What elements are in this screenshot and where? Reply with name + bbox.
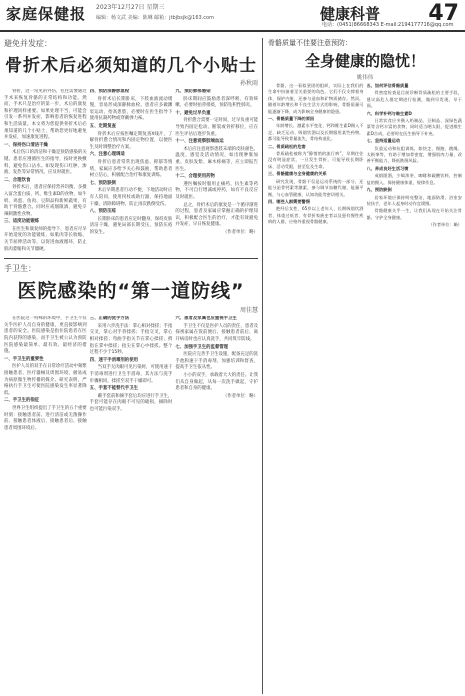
subheading: 二、合理饮食 xyxy=(4,177,31,183)
subheading: 十一、注意观察肢端血运 xyxy=(175,139,224,145)
subheading: 五、如何评估骨骼质量 xyxy=(366,83,409,88)
paragraph: 医护人员的双手在日常诊疗活动中频繁接触患者、医疗器械及周围环境，极易成为病原微生物传播的媒介。研究表明，严格执行手卫生可使医院感染发生率显著降低。 xyxy=(4,364,87,396)
paragraph: 年龄增长、激素水平变化、钙和维生素D摄入不足、缺乏运动、吸烟饮酒以及长期服用某些药物，都可能导致骨量流失，骨结构退化。 xyxy=(268,123,364,142)
subheading: 七、坚持适量运动 xyxy=(366,138,401,144)
paragraph: 医院应完善手卫生设施，配备充足的洗手池和速干手消毒剂，加强培训和督查，提高手卫生依从性。 xyxy=(175,352,259,371)
paragraph: 当双手无肉眼可见污染时，可使用速干手消毒剂进行卫生手消毒，其方法与洗手步骤相同，揉搓至双手干燥即可。 xyxy=(89,365,173,384)
subheading: 五、定期复查 xyxy=(89,123,117,129)
article-title: 医院感染的“第一道防线” xyxy=(17,280,245,303)
subheading: 一、骨骼质量下降的原因 xyxy=(268,116,315,122)
subheading: 八、预防压疮 xyxy=(89,209,117,215)
page-header xyxy=(0,0,465,32)
article-body-col xyxy=(268,83,364,230)
paragraph: 戴手套前和摘手套后均应进行手卫生，手套可能存在肉眼不可见的破损，摘除时也可能污染双手。 xyxy=(89,393,173,412)
paragraph: 骨折，这一常见的外伤，往往需要通过手术来恢复骨骼的正常结构和功能。然而，手术只是治疗的第一步，术后的康复和护理同样重要。如果处理不当，可能会引发一系列并发症，影响患者的恢复进程和生活质量。本文将为您提供骨折术后必须知道的几个小贴士，帮助您更好地避免并发症，加速康复进程。 xyxy=(4,89,87,141)
paragraph: 日常饮食应多摄入奶制品、豆制品、深绿色蔬菜等含钙丰富的食物，同时适当晒太阳，促进维生素D合成，必要时在医生指导下补充。 xyxy=(366,118,462,136)
subheading: 六、注意心理调适 xyxy=(89,152,125,158)
subheading: 三、骨骼健康与全身健康的关系 xyxy=(268,171,327,177)
paragraph: 在医生和康复师的指导下，患者应尽早开始适度的功能锻炼，如肌肉等长收缩、关节屈伸活动等，以促进血液循环，防止肌肉萎缩和关节僵硬。 xyxy=(4,226,87,252)
section-title-left: 家庭保健报 xyxy=(6,5,87,23)
subheading: 一、手卫生的重要性 xyxy=(4,356,44,362)
subheading: 四、预防深静脉血栓 xyxy=(89,89,130,94)
subheading: 九、预防肺部感染 xyxy=(175,89,211,94)
author-unit: （作者单位：略） xyxy=(222,393,259,399)
paragraph: 骨折术后长期卧床，下肢血液流动缓慢，容易形成深静脉血栓。患者应多做踝泵运动，抬高患肢，必要时在医生指导下使用抗凝药物或穿戴弹力袜。 xyxy=(89,96,173,122)
editor-contact: 编辑：杨文武 美编：陈琳 邮箱：jtbjbsjk@163.com xyxy=(96,15,214,21)
paragraph: 骨折后患者常常出现焦虑、抑郁等情绪，家属应多给予关心和鼓励，帮助患者树立信心，积极配合治疗和康复训练。 xyxy=(89,159,173,179)
author-unit: （作者单位：略） xyxy=(428,222,462,228)
paragraph: 骨骼健康关乎一生，让我们从现在开始关注骨骼，守护全身健康。 xyxy=(366,208,462,220)
subheading: 九、预防跌倒 xyxy=(366,187,392,193)
article-kicker: 避免并发症： xyxy=(4,39,52,48)
subheading: 十、避免过早负重 xyxy=(175,110,211,116)
section-title-right: 健康科普 xyxy=(320,5,381,23)
paragraph: 长期卧床的患者应定时翻身，保持皮肤清洁干燥，避免局部长期受压，预防压疮的发生。 xyxy=(89,216,173,235)
article-kicker: 手卫生： xyxy=(4,264,36,274)
subheading: 一、保持伤口清洁干燥 xyxy=(4,142,48,148)
issue-date: 2023年12月27日 星期三 xyxy=(96,4,165,11)
author-unit: （作者单位：略） xyxy=(222,229,259,235)
paragraph: 骨质疏松被称为“静悄悄的流行病”，早期往往没有明显症状，一旦发生骨折，可能导致长期卧床、活动受限，甚至危及生命。 xyxy=(268,151,364,169)
paragraph: 术后早期患者行动不便，下地活动时应有人陪同，使用拐杖或助行器，保持地面干燥，清除障碍物，防止再次跌倒受伤。 xyxy=(89,188,173,207)
paragraph: 卧床期间应鼓励患者深呼吸、有效咳嗽，必要时拍背排痰，预防坠积性肺炎。 xyxy=(175,96,259,109)
left-column xyxy=(4,36,258,433)
article-byline: 孙秋雨 xyxy=(239,80,258,87)
paragraph: 在医院这一特殊的环境中，手卫生不仅关乎医护人员自身的健康，更直接影响到患者的安全。医院感染是指住院患者在医院内获得的感染，而手卫生被公认为预防医院感染最简单、最有效、最经济的措施。 xyxy=(4,316,87,355)
paragraph: 遵医嘱按时服用止痛药、抗生素等药物，不可自行增减或停药，如有不良反应及时就医。 xyxy=(175,181,259,200)
paragraph: 小小的双手，承载着大大的责任。让我们从自身做起，从每一次洗手做起，守护患者和自身的健康。 xyxy=(175,373,259,392)
paragraph: 总之，骨折术后的康复是一个循序渐进的过程，患者及家属应掌握正确的护理知识，积极配合医生的治疗，才能有效避免并发症，早日恢复健康。 xyxy=(175,202,259,228)
subheading: 三、适度功能锻炼 xyxy=(4,219,40,225)
article-body-col xyxy=(4,89,87,254)
paragraph: 骨折术后，患者应保持营养均衡，多摄入富含蛋白质、钙、维生素D的食物，如牛奶、鸡蛋、鱼肉、豆制品和新鲜蔬果，有助于骨骼愈合。同时应戒烟限酒，避免辛辣刺激性食物。 xyxy=(4,185,87,217)
paragraph: 采用六步洗手法：掌心相对揉搓；手指交叉，掌心对手背揉搓；手指交叉，掌心相对揉搓；弯曲手指关节在掌心揉搓；拇指在掌中揉搓；指尖在掌心中揉搓。整个过程不少于15秒。 xyxy=(89,323,173,356)
article-body-col xyxy=(175,316,258,433)
page-number: 47 xyxy=(428,1,459,26)
article-body-col xyxy=(4,316,87,433)
paragraph: 骨密度检查是目前诊断骨质疏松的主要手段，建议高危人群定期进行检测，做到早发现、早干预。 xyxy=(366,90,462,109)
paragraph: 手卫生不仅是医护人员的责任，患者及探视家属在饭前便后、接触患者前后、离开病房时也应认真洗手，共同筑牢防线。 xyxy=(175,323,259,343)
paragraph: 绝经后女性、65岁以上老年人、长期吸烟饮酒者、体重过低者、有骨折家族史者以及患有慢性疾病的人群，应格外重视骨骼健康。 xyxy=(268,206,364,225)
article-body-col xyxy=(367,83,463,230)
subheading: 七、预防跌倒 xyxy=(89,180,117,186)
right-column xyxy=(268,36,462,230)
article-byline: 周佳慧 xyxy=(239,307,258,315)
article-body-col xyxy=(175,89,258,254)
subheading: 四、速干手消毒剂的使用 xyxy=(89,357,138,363)
article-byline: 姚伟伟 xyxy=(356,75,374,81)
article-title: 全身健康的隐忧！ xyxy=(304,52,425,70)
paragraph: 研究发现，骨骼不仅是运动系统的一部分，还能分泌骨钙素等激素，参与调节血糖代谢、能量平衡，与心血管健康、认知功能等密切相关。 xyxy=(268,178,364,197)
section-divider xyxy=(4,258,258,259)
article-bone-health xyxy=(268,38,462,230)
article-hand-hygiene xyxy=(4,263,258,433)
subheading: 六、科学补钙与维生素D xyxy=(366,110,412,116)
subheading: 十二、合理使用药物 xyxy=(175,174,215,180)
subheading: 八、养成良好生活习惯 xyxy=(366,165,409,171)
article-body-col xyxy=(90,316,173,433)
subheading: 六、患者及家属也应重视手卫生 xyxy=(175,316,237,322)
article-fracture xyxy=(4,38,258,254)
article-title: 骨折术后必须知道的几个小贴士 xyxy=(5,56,257,76)
paragraph: 居家环境应保持明亮整洁，地面防滑，浴室安装扶手，老年人起身时动作宜缓慢。 xyxy=(366,194,462,206)
subheading: 二、骨质疏松的危害 xyxy=(268,143,306,149)
column-divider xyxy=(262,38,263,694)
paragraph: 骨骼，这一看似坚固的组织，实际上在我们的生命中扮演着至关重要的角色。它们不仅支撑着身体、保护内脏，还参与造血和矿物质储存。然而，随着年龄增长和不良生活方式的影响，骨骼质量可能逐渐下降，成为影响全身健康的隐患。 xyxy=(268,83,364,114)
paragraph: 负重运动和抗阻训练，如快走、慢跑、跳绳、太极拳等，有助于增加骨密度，增强肌肉力量，改善平衡能力，降低跌倒风险。 xyxy=(366,145,462,164)
subheading: 五、手套不能替代手卫生 xyxy=(89,386,138,392)
paragraph: 骨折术后应按医嘱定期复查X线片，了解骨折愈合情况和内固定物位置，以便医生及时调整治疗方案。 xyxy=(89,131,173,150)
phone-email: 电话：(0451)86668343 E-mail:2194177716@qq.com xyxy=(322,22,454,28)
paragraph: 术后伤口的清洁和干燥是预防感染的关键。患者应遵循医生的指导，按时更换敷料，避免伤口沾水。如发现伤口红肿、渗液、发热等异常情况，应及时就医。 xyxy=(4,150,87,176)
subheading: 四、哪些人群需要警惕 xyxy=(268,198,310,204)
paragraph: 骨折愈合需要一定时间，过早负重可能导致内固定松动、断裂或骨折移位，应在医生评估后逐步负重。 xyxy=(175,118,259,137)
paragraph: 世界卫生组织提出了手卫生的五个重要时刻：接触患者前、进行清洁或无菌操作前、接触患者体液后、接触患者后、接触患者周围环境后。 xyxy=(4,405,87,431)
subheading: 七、加强手卫生的监督管理 xyxy=(175,344,229,350)
subheading: 二、手卫生的指征 xyxy=(4,398,40,404)
paragraph: 术后应注意观察患肢末端的皮肤颜色、温度、感觉及活动情况，如出现肿胀加重、皮肤发紫、麻木疼痛等，应立即报告医生。 xyxy=(175,146,259,172)
subheading: 三、正确的洗手方法 xyxy=(89,316,130,322)
article-kicker: 骨骼质量不佳要注意预防： xyxy=(268,39,352,47)
paragraph: 戒烟限酒，少喝浓茶、咖啡和碳酸饮料，控制盐的摄入，保持健康体重，规律作息。 xyxy=(366,173,462,185)
article-body-col xyxy=(90,89,173,254)
